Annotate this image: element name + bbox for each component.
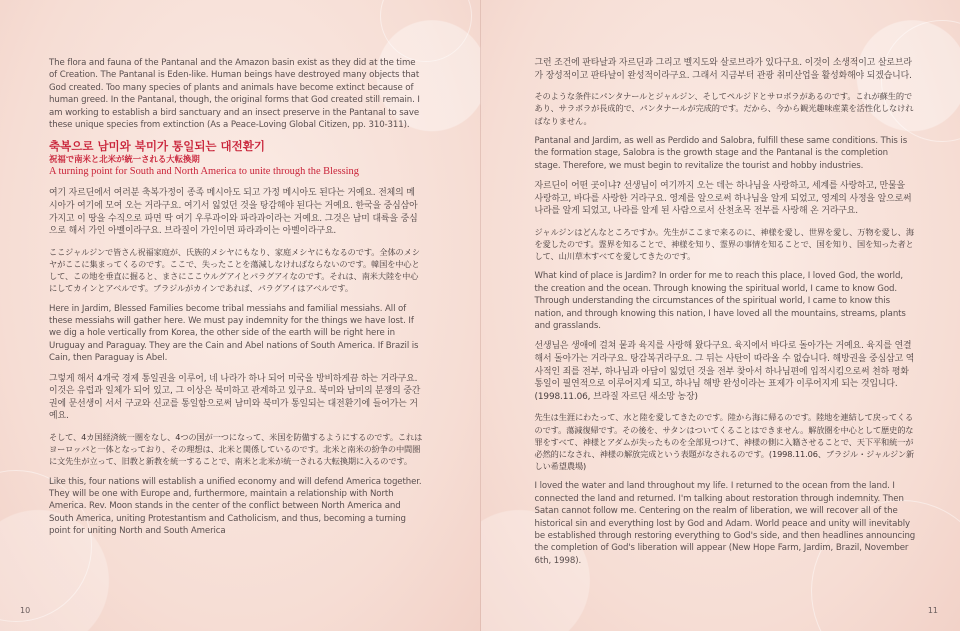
page-number: 10 bbox=[20, 606, 31, 615]
paragraph-jp: 先生は生涯にわたって、水と陸を愛してきたのです。陸から海に帰るのです。陸地を連結して戻ってくるのです。蕩減復帰です。その後を、サタンはついてくることはできません。解放圏を中心として歴史的な罪をすべて、神様とアダムが失ったものを全部見つけて、神様の側に入籍させることで、天下平和統一が必然的になされ、神様の解放完成という表題がなされるのです。(1998.11.06、ブラジル・ジャルジン新しい希望農場) bbox=[534, 412, 915, 472]
paragraph-en: Pantanal and Jardim, as well as Perdido and Salobra, fulfill these same conditions. This is the formation stage, Salobra is the growth stage and the Pantanal is the completion stage. Therefore, we must begin to revitalize the tourist and hobby industries. bbox=[534, 135, 908, 171]
paragraph-jp: ここジャルジンで皆さん祝福家庭が、氏族的メシヤにもなり、家庭メシヤにもなるのです。全体のメシヤがここに集まってくるのです。ここで、失ったことを蕩減しなければならないのです。韓国を中心として、この地を垂直に掘ると、まさにここウルグアイとパラグアイなのです。それは、南米大陸を中心にしてカインとアベルです。ブラジルがカインであれば、パラグアイはアベルです。 bbox=[49, 246, 420, 294]
paragraph-ko: 그렇게 해서 4개국 경제 통일권을 이루어, 네 나라가 하나 되어 미국을 방비하게끔 하는 거라구요. 이것은 유럽과 일체가 되어 있고, 그 이상은 북미하고 관계하고 있구요. 북미와 남미의 분쟁의 중간권에 문선생이 서서 구교와 신교를 통일함으로써 남미와 북미가 통일되는 대전환기에 들어가는 거예요. bbox=[49, 373, 421, 422]
left-text-column bbox=[49, 57, 423, 546]
intro-paragraph-en: The flora and fauna of the Pantanal and the Amazon basin exist as they did at the time of Creation. The Pantanal is Eden-like. Human beings have destroyed many objects that God created. Too many species of plants and animals have become extinct because of human greed. In the Pantanal, though, the original forms that God created still remain. I am working to establish a bird sanctuary and an insect preserve in the Pantanal to save these unique species from extinction (As a Peace-Loving Global Citizen, pp. 310-311). bbox=[49, 58, 420, 131]
paragraph-en: What kind of place is Jardim? In order for me to reach this place, I loved God, the world, the creation and the ocean. Through knowing the spiritual world, I came to know God. Through understanding the circumstances of the spiritual world, I came to know this nation, and through knowing this nation, I have loved all the mountains, streams, plants and grasslands. bbox=[534, 271, 906, 332]
paragraph-ko: 그런 조건에 판타날과 자르딘과 그리고 벨지도와 살로브라가 있다구요. 이것이 소생적이고 살로브라가 장성적이고 판타날이 완성적이라구요. 그래서 지금부터 관광 취미산업을 활성화해야 되겠습니다. bbox=[534, 58, 912, 81]
right-page bbox=[480, 0, 960, 631]
paragraph-jp: ジャルジンはどんなところですか。先生がここまで来るのに、神様を愛し、世界を愛し、万物を愛し、海を愛したのです。霊界を知ることで、神様を知り、霊界の事情を知ることで、国を知り、国を知った者として、山川草木すべてを愛してきたのです。 bbox=[534, 226, 914, 262]
paragraph-ko: 여기 자르딘에서 여러분 축복가정이 종족 메시아도 되고 가정 메시아도 된다는 거예요. 전체의 메시아가 여기에 모여 오는 거라구요. 여기서 잃었던 것을 탕감해야 된다는 거예요. 한국을 중심삼아 가지고 이 땅을 수직으로 파면 딱 여기 우루과이와 파라과이라는 거예요. 그것은 남미 대륙을 중심으로 해서 가인 아벨이라구요. 브라질이 가인이면 파라과이는 아벨이라구요. bbox=[49, 188, 418, 237]
decorative-circle bbox=[380, 0, 472, 62]
paragraph-ko: 자르딘이 어떤 곳이냐? 선생님이 여기까지 오는 데는 하나님을 사랑하고, 세계를 사랑하고, 만물을 사랑하고, 바다를 사랑한 거라구요. 영계를 알으로써 하나님을 알게 되었고, 영계의 사정을 알으로써 나라를 알게 되었고, 나라를 알게 된 사람으로서 산천초목 전부를 사랑해 온 거라구요. bbox=[534, 181, 912, 217]
paragraph-en: Like this, four nations will establish a unified economy and will defend America together. They will be one with Europe and, furthermore, maintain a relationship with North America. Rev. Moon stands in the center of the conflict between North America and South America, uniting Protestantism and Catholicism, and thus, becoming a turning point for uniting North and South America bbox=[49, 476, 422, 537]
page-number: 11 bbox=[927, 606, 938, 615]
section-title-jp: 祝福で南米と北米が統一される大転換期 bbox=[49, 154, 200, 165]
paragraph-en: Here in Jardim, Blessed Families become tribal messiahs and familial messiahs. All of these messiahs will gather here. We must pay indemnity for the things we have lost. If we dig a hole vertically from Korea, the other side of the earth will be right here in Uruguay and Paraguay. They are the Cain and Abel nations of South America. If Brazil is Cain, then Paraguay is Abel. bbox=[49, 303, 419, 364]
paragraph-jp: そして、4カ国経済統一圏をなし、4つの国が一つになって、米国を防備するようにするのです。これはヨーロッパと一体となっており、その理想は、北米と関係しているのです。北米と南米の紛争の中間圏に文先生が立って、旧教と新教を統一することで、南米と北米が統一される大転換期に入るのです。 bbox=[49, 432, 423, 467]
paragraph-en: I loved the water and land throughout my life. I returned to the ocean from the land. I connected the land and returned. I'm talking about restoration through indemnity. Then Satan cannot follow me. Centering on the realm of liberation, we will recover all of the historical sin and everything lost by God and Adam. World peace and unity will inevitably be established through restoring everything to God's side, and then headlines announcing the completion of God's liberation will appear (New Hope Farm, Jardim, Brazil, November 6th, 1998). bbox=[534, 481, 916, 566]
section-title-en: A turning point for South and North America to unite through the Blessing bbox=[49, 166, 359, 178]
paragraph-jp: そのような条件にパンタナールとジャルジン、そしてペルジドとサロボラがあるのです。これが蘇生的であり、サラボラが長成的で、パンタナールが完成的です。だから、今から観光趣味産業を活性化しなければなりません。 bbox=[534, 91, 914, 126]
right-text-column bbox=[535, 57, 916, 575]
paragraph-ko: 선생님은 생애에 걸쳐 뭍과 육지를 사랑해 왔다구요. 육지에서 바다로 돌아가는 거예요. 육지를 연결해서 돌아가는 거라구요. 탕감복귀라구요. 그 뒤는 사탄이 따라올 수 없습니다. 해방권을 중심삼고 역사적인 죄를 전부, 하나님과 아담이 잃었던 것을 전부 찾아서 하나님편에 입적시킴으로써 천하 평화 통일이 필연적으로 이루어지게 되고, 하나님 해방 완성이라는 표제가 이루어지게 되는 것입니다. (1998.11.06, 브라질 자르딘 새소망 농장) bbox=[534, 341, 915, 402]
section-title-ko: 축복으로 남미와 북미가 통일되는 대전환기 bbox=[49, 139, 265, 154]
